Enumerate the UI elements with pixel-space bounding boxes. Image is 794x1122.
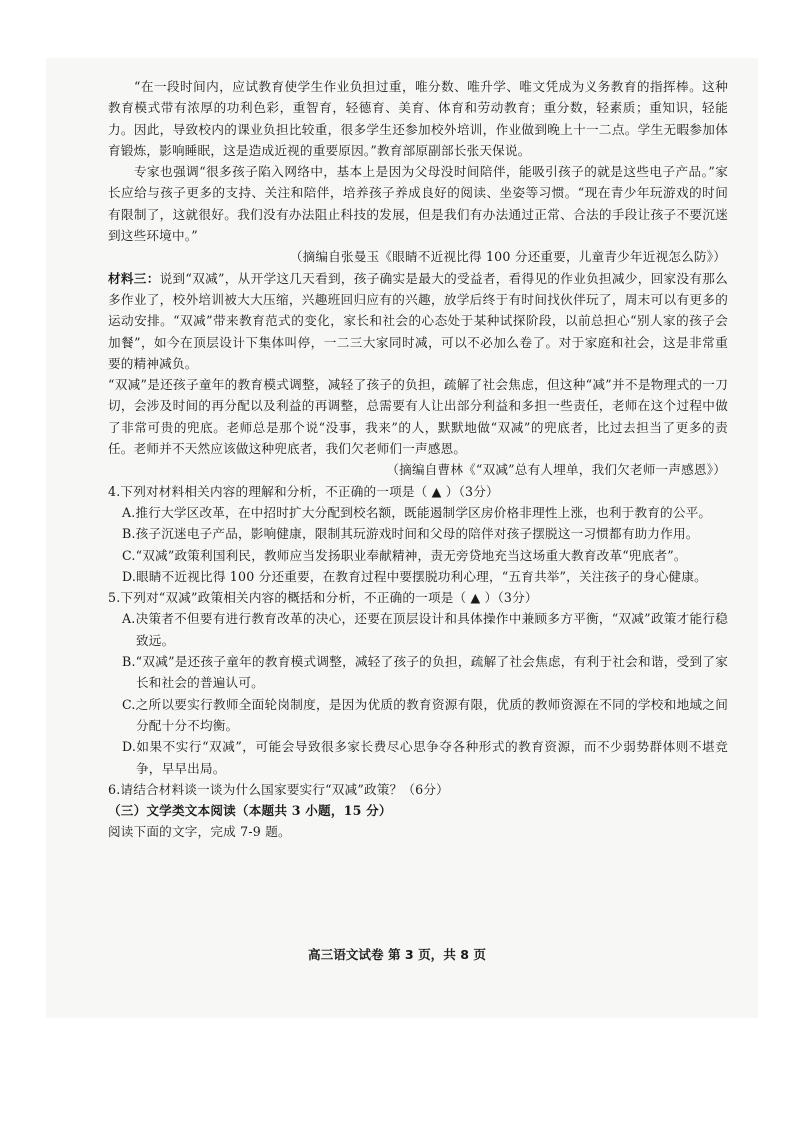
- page-content: [108, 76, 728, 843]
- question-6: 6.请结合材料谈一谈为什么国家要实行“双减”政策？（6分）: [108, 781, 449, 797]
- material-3-paragraph-2: “双减”是还孩子童年的教育模式调整，减轻了孩子的负担，疏解了社会焦虑，但这种“减”并不是物理式的一刀切，会涉及时间的再分配以及利益的再调整，总需要有人让出部分利益和多担一些责任，老师在这个过程中做了非常可贵的兜底。老师总是那个说“没事，我来”的人，默默地做“双减”的兜底者，比过去担当了更多的责任。老师并不天然应该做这种兜底者，我们欠老师们一声感恩。: [108, 377, 728, 457]
- question-4-option-b: B.孩子沉迷电子产品，影响健康，限制其玩游戏时间和父母的陪伴对孩子摆脱这一习惯都有助力作用。: [122, 526, 699, 542]
- material-3-paragraph-1: [108, 268, 728, 374]
- material-3-label: 材料三：: [108, 270, 160, 286]
- quote-paragraph: “在一段时间内，应试教育使学生作业负担过重，唯分数、唯升学、唯文凭成为义务教育的指挥棒。这种教育模式带有浓厚的功利色彩，重智育，轻德育、美育、体育和劳动教育；重分数，轻素质；重知识，轻能力。因此，导致校内的课业负担比较重，很多学生还参加校外培训，作业做到晚上十一二点。学生无暇参加体育锻炼，影响睡眠，这是造成近视的重要原因。”教育部原副部长张天保说。: [108, 79, 728, 158]
- reading-instruction: 阅读下面的文字，完成 7-9 题。: [108, 824, 291, 840]
- question-4-option-c: C.“双减”政策利国利民，教师应当发扬职业奉献精神，责无旁贷地充当这场重大教育改革“兜底者”。: [122, 547, 687, 563]
- question-4-option-a: A.推行大学区改革，在中招时扩大分配到校名额，既能遏制学区房价格非理性上涨，也利于教育的公平。: [122, 504, 712, 520]
- question-4-stem: 4.下列对材料相关内容的理解和分析，不正确的一项是（ ▲ ）（3分）: [108, 483, 499, 499]
- question-5-option-d: D.如果不实行“双减”，可能会导致很多家长费尽心思争夺各种形式的教育资源，而不少弱势群体则不堪竞争，早早出局。: [122, 739, 728, 776]
- question-4-option-d: D.眼睛不近视比得 100 分还重要，在教育过程中要摆脱功利心理，“五育共举”，关注孩子的身心健康。: [122, 568, 707, 584]
- question-5-option-b: B.“双减”是还孩子童年的教育模式调整，减轻了孩子的负担，疏解了社会焦虑，有利于社会和谐，受到了家长和社会的普遍认可。: [122, 654, 728, 691]
- question-4: [108, 481, 728, 587]
- source-citation-2: （摘编自张曼玉《眼睛不近视比得 100 分还重要，儿童青少年近视怎么防》）: [289, 249, 726, 265]
- question-5-option-c: C.之所以要实行教师全面轮岗制度，是因为优质的教育资源有限，优质的教师资源在不同的学校和地域之间分配十分不均衡。: [122, 696, 728, 733]
- material-3-text-1: 说到“双减”，从开学这几天看到，孩子确实是最大的受益者，看得见的作业负担减少，回家没有那么多作业了，校外培训被大大压缩，兴趣班回归应有的兴趣，放学后终于有时间找伙伴玩了，周末可以有更多的运动安排。“双减”带来教育范式的变化，家长和社会的心态处于某种试探阶段，以前总担心“别人家的孩子会加餐”，如今在顶层设计下集体叫停，一二三大家同时减，可以不必加么卷了。对于家庭和社会，这是非常重要的精神减负。: [108, 270, 728, 371]
- question-5-option-a: A.决策者不但要有进行教育改革的决心，还要在顶层设计和具体操作中兼顾多方平衡，“双减”政策才能行稳致远。: [122, 611, 728, 648]
- question-5: [108, 587, 728, 779]
- section-3-heading: （三）文学类文本阅读（本题共 3 小题，15 分）: [108, 803, 392, 819]
- source-citation-3: （摘编自曹林《“双减”总有人埋单，我们欠老师一声感恩》）: [386, 462, 726, 478]
- expert-paragraph: 专家也强调“很多孩子陷入网络中，基本上是因为父母没时间陪伴，能吸引孩子的就是这些电子产品。”家长应给与孩子更多的支持、关注和陪伴，培养孩子养成良好的阅读、坐姿等习惯。“现在青少年玩游戏的时间有限制了，这就很好。我们没有办法阻止科技的发展，但是我们有办法通过正常、合法的手段让孩子不要沉迷到这些环境中。”: [108, 164, 728, 244]
- question-5-stem: 5.下列对“双减”政策相关内容的概括和分析，不正确的一项是（ ▲ ）（3分）: [108, 590, 538, 606]
- page-footer: 高三语文试卷 第 3 页，共 8 页: [308, 947, 486, 962]
